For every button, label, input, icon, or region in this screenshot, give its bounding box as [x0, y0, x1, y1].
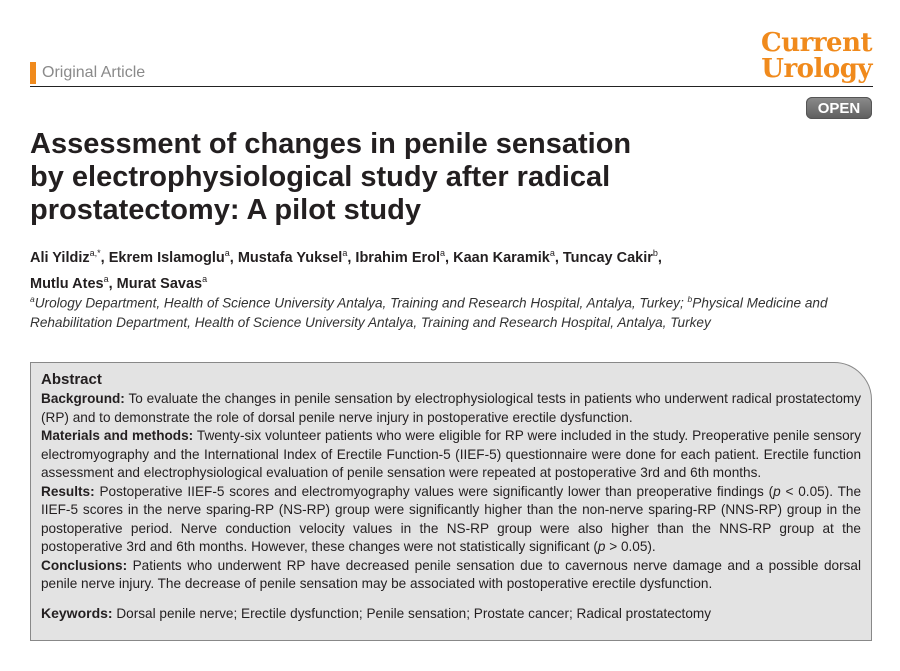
header-divider [30, 86, 873, 87]
author: Mutlu Ates$^a$, [30, 273, 117, 292]
abstract-methods [41, 427, 861, 483]
author-list [30, 243, 870, 295]
journal-name-line1: Current [761, 28, 872, 58]
abstract-box [30, 362, 872, 641]
title-line: by electrophysiological study after radical [30, 161, 611, 193]
p-value-symbol: p [773, 483, 781, 499]
background-label: Background: [41, 391, 125, 406]
abstract-results [41, 483, 861, 557]
conclusions-label: Conclusions: [41, 557, 128, 573]
conclusions-text: Patients who underwent RP have decreased penile sensation due to cavernous nerve damage and a possible dorsal penile nerve injury. The decrease of penile sensation may be associated with postoperative erectile dysfunction. [41, 557, 862, 591]
affiliation-marker: b [687, 294, 693, 304]
abstract-heading: Abstract [41, 371, 102, 388]
abstract-background [41, 390, 861, 427]
section-tag [30, 61, 145, 85]
journal-name-line2: Urology [761, 54, 872, 84]
author: Mustafa Yuksel$^a$, [237, 248, 356, 266]
title-line: prostatectomy: A pilot study [30, 194, 421, 226]
keywords-text: Dorsal penile nerve; Erectile dysfunction; Penile sensation; Prostate cancer; Radical prostatectomy [116, 605, 712, 621]
methods-text: Twenty-six volunteer patients who were eligible for RP were included in the study. Preoperative penile sensory electromyography and the International Index of Erectile Function-5 (IIEF-5) questionnaire were done for each patient. Erectile function assessment and electrophysiological evaluation of penile sensation were repeated at postoperative 3rd and 6th months. [41, 428, 861, 480]
author: Murat Savas$^a$ [116, 273, 208, 292]
affiliations [30, 290, 875, 332]
abstract-conclusions [41, 557, 861, 594]
keywords [41, 604, 861, 623]
journal-logo [761, 30, 872, 82]
author: Ali Yildiz$^{a,*}$, [30, 248, 109, 266]
author: Ibrahim Erol$^a$, [355, 248, 454, 266]
results-text: > 0.05). [605, 539, 656, 554]
keywords-label: Keywords: [41, 604, 113, 621]
affiliation-marker: a [30, 294, 35, 304]
methods-label: Materials and methods: [41, 428, 194, 443]
affiliation-a: Urology Department, Health of Science University Antalya, Training and Research Hospital, Antalya, Turkey; [34, 295, 688, 311]
results-text: < 0.05). The IIEF-5 scores in the nerve sparing-RP (NS-RP) group were significantly higher than the non-nerve sparing-RP (NNS-RP) group in the postoperative period. Nerve conduction velocity values in the NS-RP group were also higher than the NNS-RP group at the postoperative 3rd and 6th months. However, these changes were not statistically significant ( [41, 483, 862, 554]
affiliation-b: Physical Medicine and Rehabilitation Department, Health of Science University Antalya, Training and Research Hospital, Antalya, Turkey [30, 295, 828, 330]
section-tag-bar [30, 62, 36, 84]
section-label: Original Article [42, 64, 146, 81]
title-line: Assessment of changes in penile sensation [30, 128, 632, 160]
p-value-symbol: p [597, 539, 606, 554]
open-access-badge: OPEN [806, 97, 872, 119]
results-label: Results: [41, 483, 95, 499]
author: Tuncay Cakir$^b$, [562, 248, 662, 266]
results-text: Postoperative IIEF-5 scores and electromyography values were significantly lower than preoperative findings ( [99, 483, 774, 499]
author: Ekrem Islamoglu$^a$, [108, 248, 238, 266]
author: Kaan Karamik$^a$, [453, 248, 563, 266]
background-text: To evaluate the changes in penile sensation by electrophysiological tests in patients who underwent radical prostatectomy (RP) and to demonstrate the role of dorsal penile nerve injury in postoperative erectile dysfunction. [41, 391, 861, 425]
article-title [30, 128, 790, 227]
